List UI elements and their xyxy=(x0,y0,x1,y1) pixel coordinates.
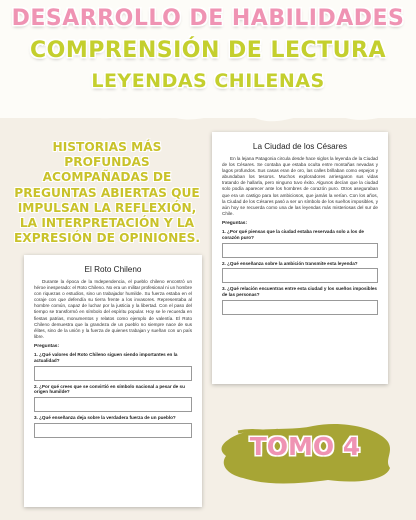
volume-badge: TOMO 4 xyxy=(249,432,361,461)
answer-box xyxy=(34,366,192,381)
answer-box xyxy=(34,397,192,412)
title-line-2: COMPRENSIÓN DE LECTURA xyxy=(29,38,387,63)
questions-label: Preguntas: xyxy=(222,220,248,226)
question-1: 1. ¿Qué valores del Roto Chileno siguen siendo importantes en la actualidad? xyxy=(34,351,178,363)
answer-box xyxy=(222,300,378,315)
title-line-3: LEYENDAS CHILENAS xyxy=(91,70,325,92)
intro-text: HISTORIAS MÁS PROFUNDAS ACOMPAÑADAS DE PREGUNTAS ABIERTAS QUE IMPULSAN LA REFLEXIÓN, LA INTERPRETACIÓN Y LA EXPRESIÓN DE OPINIONES. xyxy=(13,140,201,246)
worksheet-body: Durante la época de la Independencia, el pueblo chileno encontró un héroe inesperado: el Roto Chileno. No era un militar profesional ni un hombre con riquezas o estudios, sino un trabajador humilde. Su fuerza estaba en el coraje con que defendía su tierra frente a los invasores. Representaba al hombre común, capaz de luchar por la justicia y la libertad. Con el paso del tiempo se transformó en símbolo del espíritu popular. Hoy se le recuerda en fiestas patrias, monumentos y relatos como ejemplo de valentía. El Roto Chileno demuestra que la grandeza de un pueblo no siempre nace de sus élites, sino de la unión y la fuerza de quienes trabajan y sueñan con un país libre. xyxy=(34,279,192,339)
title-line-1: DESARROLLO DE HABILIDADES xyxy=(11,6,405,31)
question-1: 1. ¿Por qué piensas que la ciudad estaba reservada solo a los de corazón puro? xyxy=(222,228,364,240)
question-3: 3. ¿Qué enseñanza deja sobre la verdadera fuerza de un pueblo? xyxy=(34,415,176,421)
header-wave-divider xyxy=(0,96,416,136)
questions-label: Preguntas: xyxy=(34,343,60,349)
answer-box xyxy=(34,423,192,438)
worksheet-title: El Roto Chileno xyxy=(84,265,142,274)
worksheet-preview-left xyxy=(24,255,202,507)
worksheet-title: La Ciudad de los Césares xyxy=(252,142,348,151)
worksheet-preview-right xyxy=(212,132,388,384)
question-2: 2. ¿Por qué crees que se convirtió en símbolo nacional a pesar de su origen humilde? xyxy=(34,383,185,395)
worksheet-body: En la lejana Patagonia circula desde hace siglos la leyenda de la Ciudad de los Césares. Se contaba que estaba oculta entre montañas nevadas y lagos profundos. Sus casas eran de oro, las calles brillaban como espejos y abundaban los tesoros. Muchos exploradores arriesgaron sus vidas tratando de hallarla, pero ninguno tuvo éxito. Algunos decían que la ciudad solo podía aparecer ante los hombres de corazón puro. Otros aseguraban que era un castigo para los ambiciosos, que jamás la verían. Con los años, la Ciudad de los Césares pasó a ser un símbolo de los sueños imposibles, y aún hoy se recuerda como una de las leyendas más misteriosas del sur de Chile. xyxy=(222,156,378,216)
answer-box xyxy=(222,243,378,258)
question-2: 2. ¿Qué enseñanza sobre la ambición transmite esta leyenda? xyxy=(222,260,358,266)
answer-box xyxy=(222,268,378,283)
question-3: 3. ¿Qué relación encuentras entre esta ciudad y los sueños imposibles de las personas? xyxy=(222,286,377,298)
